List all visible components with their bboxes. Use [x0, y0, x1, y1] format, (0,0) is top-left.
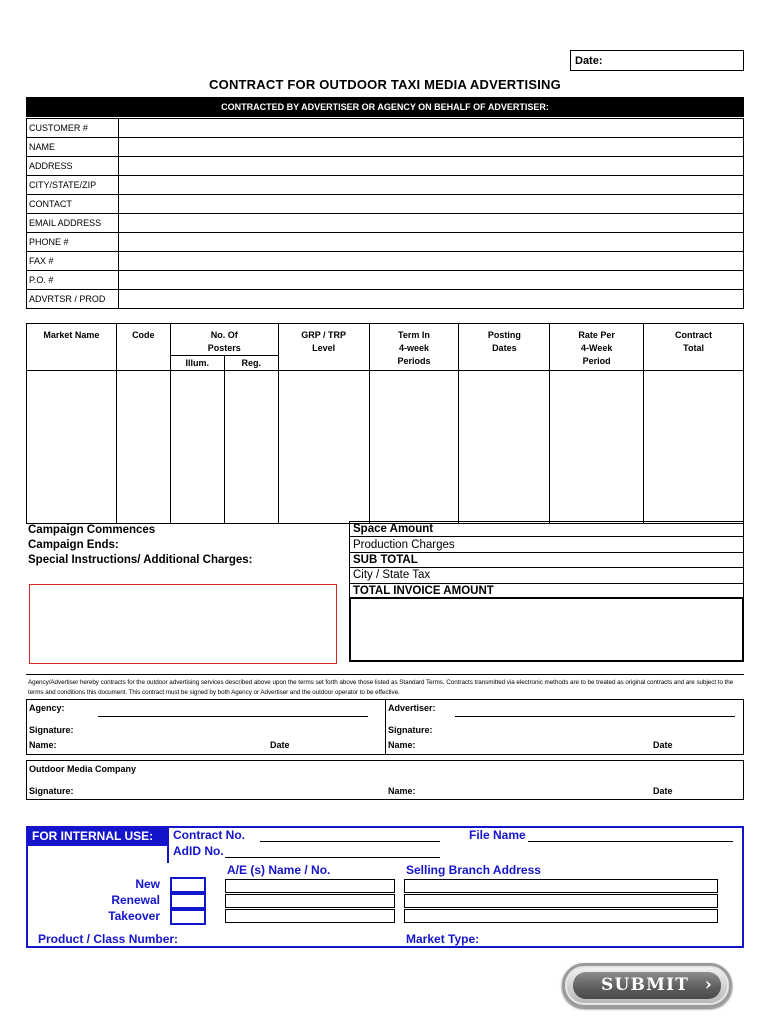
- contract-total-header: [644, 324, 744, 371]
- code-cell[interactable]: [116, 371, 170, 524]
- total-invoice-amount-label: TOTAL INVOICE AMOUNT: [350, 583, 744, 598]
- agency-date-label: Date: [270, 740, 290, 750]
- campaign-commences-label: Campaign Commences: [28, 524, 156, 536]
- agency-label: Agency:: [29, 703, 65, 713]
- term-cell[interactable]: [369, 371, 459, 524]
- new-label: New: [135, 877, 160, 891]
- reg-header: Reg.: [241, 358, 261, 368]
- code-header: [116, 324, 170, 371]
- new-checkbox[interactable]: [170, 877, 206, 893]
- customer-number-label: CUSTOMER #: [27, 119, 119, 138]
- advertiser-product-label: ADVRTSR / PROD: [27, 290, 119, 309]
- ae-name-label: A/E (s) Name / No.: [227, 863, 331, 877]
- advertiser-field[interactable]: [455, 716, 735, 717]
- agency-name-label: Name:: [29, 740, 57, 750]
- market-table: [26, 323, 744, 524]
- term-header-line1: Term In: [398, 330, 430, 340]
- posters-header-line1: No. Of: [210, 330, 238, 340]
- renewal-checkbox[interactable]: [170, 893, 206, 909]
- contract-total-cell[interactable]: [644, 371, 744, 524]
- agency-field[interactable]: [98, 716, 368, 717]
- takeover-checkbox[interactable]: [170, 909, 206, 925]
- posting-cell[interactable]: [459, 371, 550, 524]
- city-state-zip-label: CITY/STATE/ZIP: [27, 176, 119, 195]
- adid-no-label: AdID No.: [173, 844, 224, 858]
- advertiser-signature-label: Signature:: [388, 725, 433, 735]
- takeover-label: Takeover: [108, 909, 160, 923]
- grp-header: [278, 324, 369, 371]
- advertiser-name-label: Name:: [388, 740, 416, 750]
- sub-total-label: SUB TOTAL: [350, 552, 744, 567]
- space-amount-label: Space Amount: [350, 522, 744, 537]
- address-label: ADDRESS: [27, 157, 119, 176]
- outdoor-media-company-label: Outdoor Media Company: [29, 764, 137, 774]
- market-name-cell[interactable]: [27, 371, 117, 524]
- ae-name-field-2[interactable]: [225, 894, 395, 908]
- date-label: Date:: [575, 55, 603, 67]
- submit-button-face: [573, 972, 721, 999]
- po-label: P.O. #: [27, 271, 119, 290]
- special-instructions-field[interactable]: [29, 584, 337, 664]
- company-date-label: Date: [653, 786, 673, 796]
- grp-header-line1: GRP / TRP: [301, 330, 347, 340]
- renewal-label: Renewal: [111, 893, 160, 907]
- product-class-label: Product / Class Number:: [38, 932, 179, 946]
- amounts-entry-area[interactable]: [349, 597, 744, 662]
- customer-row: [27, 157, 744, 176]
- rate-cell[interactable]: [550, 371, 644, 524]
- customer-row: [27, 233, 744, 252]
- customer-row: [27, 138, 744, 157]
- campaign-ends-label: Campaign Ends:: [28, 539, 119, 551]
- phone-label: PHONE #: [27, 233, 119, 252]
- rate-header-line1: Rate Per: [578, 330, 615, 340]
- market-name-header-text: Market Name: [43, 330, 100, 340]
- branch-address-field-1[interactable]: [404, 879, 718, 893]
- file-name-label: File Name: [469, 828, 526, 842]
- internal-use-header: FOR INTERNAL USE:: [28, 828, 168, 846]
- terms-text: Agency/Advertiser hereby contracts for the outdoor advertising services described above upon the terms set forth above those listed as Standard Terms. Contracts transmitted via electronic methods are to be treated as original contracts and are subject to the terms and conditions this document. This contract must be signed by both Agency or Advertiser and the outdoor operator to be effective.: [28, 679, 734, 696]
- market-type-label: Market Type:: [406, 932, 480, 946]
- special-instructions-label: Special Instructions/ Additional Charges:: [28, 554, 253, 566]
- page-title: CONTRACT FOR OUTDOOR TAXI MEDIA ADVERTISING: [209, 77, 561, 92]
- branch-address-field-2[interactable]: [404, 894, 718, 908]
- adid-no-field[interactable]: [225, 857, 440, 858]
- name-field[interactable]: [119, 138, 744, 157]
- illum-cell[interactable]: [170, 371, 224, 524]
- contact-field[interactable]: [119, 195, 744, 214]
- ae-name-field-3[interactable]: [225, 909, 395, 923]
- email-field[interactable]: [119, 214, 744, 233]
- fax-label: FAX #: [27, 252, 119, 271]
- contract-no-label: Contract No.: [173, 828, 245, 842]
- customer-row: [27, 176, 744, 195]
- phone-field[interactable]: [119, 233, 744, 252]
- divider: [26, 674, 744, 675]
- customer-row: [27, 252, 744, 271]
- posters-header: [170, 324, 278, 371]
- customer-row: [27, 271, 744, 290]
- contract-no-field[interactable]: [260, 841, 440, 842]
- posters-header-line2: Posters: [207, 343, 241, 353]
- customer-row: [27, 119, 744, 138]
- date-field[interactable]: [570, 50, 744, 71]
- name-label: NAME: [27, 138, 119, 157]
- customer-number-field[interactable]: [119, 119, 744, 138]
- rate-header-line2: 4-Week: [580, 343, 613, 353]
- customer-row: [27, 195, 744, 214]
- advertiser-product-field[interactable]: [119, 290, 744, 309]
- grp-header-line2: Level: [312, 343, 336, 353]
- fax-field[interactable]: [119, 252, 744, 271]
- amounts-table: [349, 521, 744, 599]
- market-name-header: [27, 324, 117, 371]
- advertiser-date-label: Date: [653, 740, 673, 750]
- posting-header-line2: Dates: [492, 343, 517, 353]
- contact-label: CONTACT: [27, 195, 119, 214]
- customer-row: [27, 214, 744, 233]
- file-name-field[interactable]: [528, 841, 733, 842]
- selling-branch-label: Selling Branch Address: [406, 863, 541, 877]
- posting-header-line1: Posting: [487, 330, 521, 340]
- city-state-zip-field[interactable]: [119, 176, 744, 195]
- code-header-text: Code: [132, 330, 155, 340]
- contract-total-header-line1: Contract: [675, 330, 713, 340]
- grp-cell[interactable]: [278, 371, 369, 524]
- branch-address-field-3[interactable]: [404, 909, 718, 923]
- term-header-line2: 4-week: [398, 343, 429, 353]
- term-header: [369, 324, 459, 371]
- advertiser-label: Advertiser:: [388, 703, 436, 713]
- signature-divider: [385, 699, 386, 755]
- submit-button[interactable]: [562, 963, 732, 1008]
- term-header-line3: Periods: [397, 356, 431, 366]
- contract-total-header-line2: Total: [683, 343, 704, 353]
- reg-cell[interactable]: [224, 371, 278, 524]
- ae-name-field-1[interactable]: [225, 879, 395, 893]
- posting-header: [459, 324, 550, 371]
- submit-label: SUBMIT: [601, 975, 690, 995]
- company-signature-label: Signature:: [29, 786, 74, 796]
- email-label: EMAIL ADDRESS: [27, 214, 119, 233]
- address-field[interactable]: [119, 157, 744, 176]
- city-state-tax-label: City / State Tax: [350, 568, 744, 583]
- campaign-labels: [28, 523, 253, 568]
- section-header-bar: CONTRACTED BY ADVERTISER OR AGENCY ON BEHALF OF ADVERTISER:: [26, 97, 744, 117]
- market-table-row: [27, 371, 744, 524]
- market-table-header: [27, 324, 744, 371]
- customer-row: [27, 290, 744, 309]
- agency-signature-label: Signature:: [29, 725, 74, 735]
- chevron-right-icon: ›: [704, 974, 713, 995]
- customer-info-table: [26, 118, 744, 309]
- company-name-label: Name:: [388, 786, 416, 796]
- internal-header-divider: [167, 828, 169, 863]
- rate-header: [550, 324, 644, 371]
- illum-header: Illum.: [171, 356, 225, 370]
- po-field[interactable]: [119, 271, 744, 290]
- rate-header-line3: Period: [582, 356, 611, 366]
- production-charges-label: Production Charges: [350, 537, 744, 552]
